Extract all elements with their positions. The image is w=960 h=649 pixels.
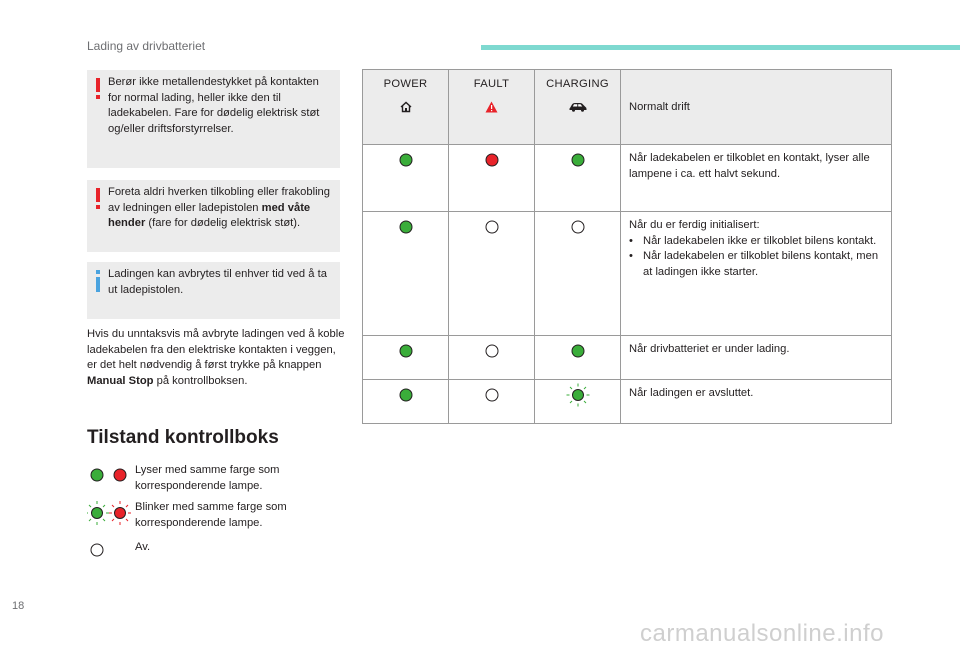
red-lamp-icon: [114, 469, 126, 481]
table-row: [363, 336, 892, 380]
charging-cell: [535, 145, 621, 212]
notice-text: (fare for dødelig elektrisk støt).: [145, 217, 301, 229]
exclamation-warning-icon: [93, 78, 103, 100]
header-power: [363, 70, 449, 145]
fault-cell: [449, 380, 535, 424]
notice-info: [87, 262, 340, 319]
bullet-list: [629, 234, 883, 281]
red-blink-lamp-icon: [109, 501, 131, 525]
list-item: • Når ladekabelen ikke er tilkoblet bilens kontakt.: [629, 234, 877, 247]
green-lamp-icon: [399, 153, 413, 167]
status-table: [362, 69, 892, 424]
body-paragraph: [87, 327, 347, 389]
green-blink-lamp-icon: [87, 501, 109, 525]
fault-cell: [449, 212, 535, 336]
green-lamp-icon: [91, 469, 103, 481]
fault-cell: [449, 336, 535, 380]
green-lamp-icon: [571, 153, 585, 167]
paragraph-text: Hvis du unntaksvis må avbryte ladingen ved å koble ladekabelen fra den elektriske kontakten i veggen, er det helt nødvendig å først trykke på knappen: [87, 328, 345, 371]
power-cell: [363, 380, 449, 424]
table-row: [363, 212, 892, 336]
info-icon: [93, 270, 103, 292]
notice-bold-text: med våte hender: [108, 201, 311, 229]
header-label: POWER: [383, 78, 428, 90]
green-blink-lamp-icon: [566, 383, 590, 407]
notice-text: Foreta aldri hverken tilkobling eller frakobling av ledningen eller ladepistolen: [108, 186, 330, 214]
page-number: 18: [12, 600, 25, 612]
house-icon: [400, 101, 412, 113]
row-description-text: Når du er ferdig initialisert:: [629, 219, 760, 231]
legend-text: Lyser med samme farge som korresponderende lampe.: [135, 464, 280, 492]
off-lamp-icon: [485, 344, 499, 358]
lamp-blink-icons: [87, 500, 132, 526]
row-description: [621, 212, 892, 336]
header-description: Normalt drift: [621, 70, 892, 145]
paragraph-text: på kontrollboksen.: [153, 374, 248, 387]
lamp-steady-icons: [87, 463, 132, 487]
header-title: Lading av drivbatteriet: [87, 39, 206, 53]
green-lamp-icon: [571, 344, 585, 358]
table-header-row: [363, 70, 892, 145]
notice-text: Berør ikke metallendestykket på kontakten for normal lading, heller ikke den til ladekabelen. Fare for dødelig elektrisk støt og/eller driftsforstyrrelser.: [108, 76, 320, 135]
lamp-off-icons: [87, 540, 132, 564]
table-row: [363, 380, 892, 424]
list-item-text: Når ladekabelen ikke er tilkoblet bilens kontakt.: [643, 234, 877, 247]
header-accent-bar: [481, 45, 960, 50]
car-icon: [569, 101, 587, 112]
manual-stop-label: Manual Stop: [87, 374, 154, 387]
table-row: [363, 145, 892, 212]
list-item: • Når ladekabelen er tilkoblet bilens kontakt, men at ladingen ikke starter.: [629, 250, 879, 278]
notice-text: Ladingen kan avbrytes til enhver tid ved å ta ut ladepistolen.: [108, 268, 327, 296]
green-lamp-icon: [399, 388, 413, 402]
power-cell: [363, 212, 449, 336]
charging-cell: [535, 336, 621, 380]
header-label: CHARGING: [546, 78, 609, 90]
watermark: carmanualsonline.info: [640, 620, 884, 647]
off-lamp-icon: [91, 544, 103, 556]
list-item-text: Når ladekabelen er tilkoblet bilens kontakt, men at ladingen ikke starter.: [643, 250, 879, 278]
notice-warning-1: [87, 70, 340, 168]
header-label: FAULT: [473, 78, 510, 90]
charging-cell: [535, 380, 621, 424]
section-title: Tilstand kontrollboks: [87, 427, 279, 448]
notice-warning-2: [87, 180, 340, 252]
row-description: Når drivbatteriet er under lading.: [621, 336, 892, 380]
row-description: Når ladekabelen er tilkoblet en kontakt, lyser alle lampene i ca. ett halvt sekund.: [621, 145, 892, 212]
header-fault: [449, 70, 535, 145]
legend-text: Blinker med samme farge som korresponderende lampe.: [135, 501, 287, 529]
legend-text: Av.: [135, 541, 151, 553]
off-lamp-icon: [571, 220, 585, 234]
off-lamp-icon: [485, 388, 499, 402]
fault-cell: [449, 145, 535, 212]
charging-cell: [535, 212, 621, 336]
power-cell: [363, 336, 449, 380]
warning-triangle-icon: [485, 101, 498, 113]
red-lamp-icon: [485, 153, 499, 167]
power-cell: [363, 145, 449, 212]
green-lamp-icon: [399, 220, 413, 234]
off-lamp-icon: [485, 220, 499, 234]
header-charging: [535, 70, 621, 145]
exclamation-warning-icon: [93, 188, 103, 210]
green-lamp-icon: [399, 344, 413, 358]
row-description: Når ladingen er avsluttet.: [621, 380, 892, 424]
